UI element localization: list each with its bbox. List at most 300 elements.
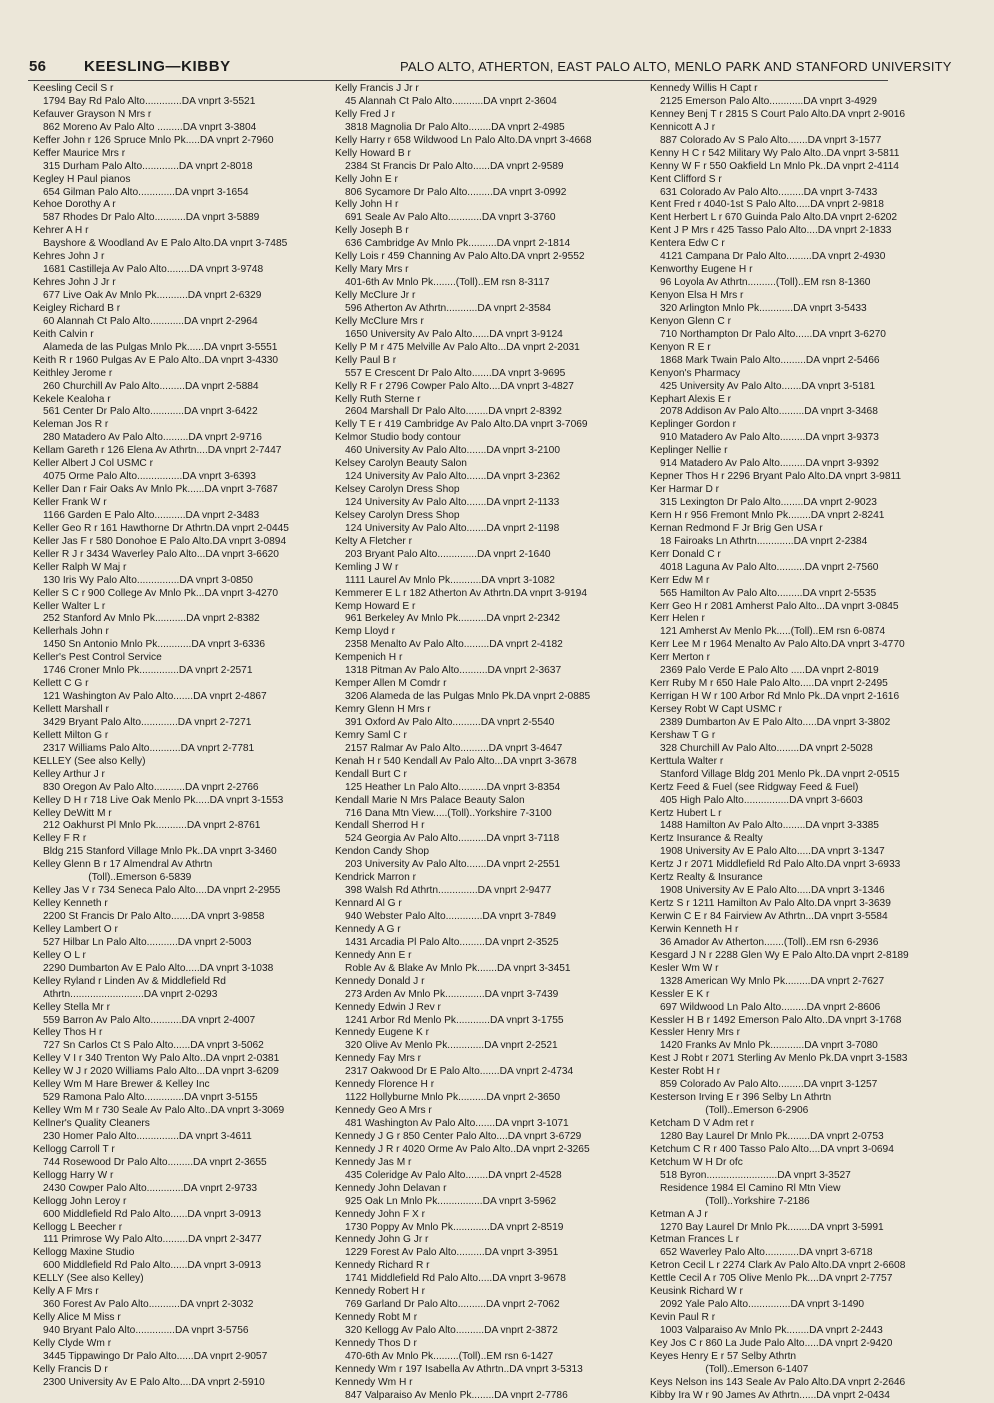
listing-name-line: Keys Nelson ins 143 Seale Av Palo Alto.DA vnprt 2-2646 <box>650 1376 906 1388</box>
listing-detail-line: 320 Arlington Mnlo Pk............DA vnprt 3-5433 <box>660 302 867 314</box>
listing-name-line: Kennedy Robt M r <box>335 1312 418 1324</box>
listing-name-line: Kent Herbert L r 670 Guinda Palo Alto.DA vnprt 2-6202 <box>650 212 898 224</box>
listing-name-line: Kelly Harry r 658 Wildwood Ln Palo Alto.DA vnprt 3-4668 <box>335 134 592 146</box>
listing-detail-line: 124 University Av Palo Alto.......DA vnprt 2-1198 <box>345 522 560 534</box>
listing-name-line: Kennedy J R r 4020 Orme Av Palo Alto..DA vnprt 2-3265 <box>335 1143 590 1155</box>
listing-name-line: Kelley Arthur J r <box>33 768 105 780</box>
listing-name-line: Kehres John J Jr r <box>33 277 116 289</box>
listing-name-line: Kerr Lee M r 1964 Menalto Av Palo Alto.DA vnprt 3-4770 <box>650 639 905 651</box>
listing-detail-line: (Toll)..Yorkshire 7-2186 <box>660 1195 810 1207</box>
listing-detail-line: Roble Av & Blake Av Mnlo Pk.......DA vnprt 3-3451 <box>345 962 571 974</box>
listing-detail-line: 1111 Laurel Av Mnlo Pk...........DA vnprt 3-1082 <box>345 574 555 586</box>
listing-name-line: Kent J P Mrs r 425 Tasso Palo Alto....DA vnprt 2-1833 <box>650 225 892 237</box>
listing-name-line: Keigley Richard B r <box>33 302 121 314</box>
listing-detail-line: 1241 Arbor Rd Menlo Pk............DA vnprt 3-1755 <box>345 1014 564 1026</box>
listing-name-line: Kennedy John Delavan r <box>335 1182 447 1194</box>
listing-detail-line: 2604 Marshall Dr Palo Alto........DA vnprt 2-8392 <box>345 406 562 418</box>
listing-detail-line: 203 Bryant Palo Alto..............DA vnprt 2-1640 <box>345 548 551 560</box>
listing-detail-line: 401-6th Av Mnlo Pk........(Toll)..EM rsn 8-3117 <box>345 277 550 289</box>
listing-detail-line: 518 Byron.........................DA vnprt 3-3527 <box>660 1169 851 1181</box>
listing-detail-line: 398 Walsh Rd Athrtn..............DA vnprt 2-9477 <box>345 885 552 897</box>
listing-name-line: Kest J Robt r 2071 Sterling Av Menlo Pk.DA vnprt 3-1583 <box>650 1053 908 1065</box>
listing-name-line: Kerwin C E r 84 Fairview Av Athrtn...DA vnprt 3-5584 <box>650 911 888 922</box>
listing-name-line: Kester Robt H r <box>650 1066 721 1078</box>
listing-name-line: Kegley H Paul pianos <box>33 173 131 185</box>
listing-name-line: Kenworthy Eugene H r <box>650 264 753 276</box>
listing-detail-line: 2384 St Francis Dr Palo Alto......DA vnprt 2-9589 <box>345 160 564 172</box>
listing-name-line: Kennard Al G r <box>335 898 402 910</box>
listing-name-line: Key Jos C r 860 La Jude Palo Alto.....DA vnprt 2-9420 <box>650 1337 893 1349</box>
listing-name-line: Kelly Clyde Wm r <box>33 1337 112 1349</box>
listing-name-line: Kessler E K r <box>650 988 710 1000</box>
listing-detail-line: 2078 Addison Av Palo Alto.........DA vnprt 3-3468 <box>660 406 878 418</box>
listing-name-line: Keller's Pest Control Service <box>33 652 162 664</box>
listing-detail-line: 806 Sycamore Dr Palo Alto.........DA vnprt 3-0992 <box>345 186 567 198</box>
listing-name-line: Kettle Cecil A r 705 Olive Menlo Pk....DA vnprt 2-7757 <box>650 1273 893 1285</box>
listing-detail-line: 203 University Av Palo Alto.......DA vnprt 2-2551 <box>345 859 560 871</box>
listing-detail-line: 654 Gilman Palo Alto.............DA vnprt 3-1654 <box>43 186 249 198</box>
listing-detail-line: 914 Matadero Av Palo Alto.........DA vnprt 3-9392 <box>660 458 879 470</box>
listing-name-line: Kersey Robt W Capt USMC r <box>650 704 782 715</box>
listing-name-line: Kekele Kealoha r <box>33 393 111 405</box>
listing-detail-line: 2290 Dumbarton Av E Palo Alto.....DA vnprt 3-1038 <box>43 962 274 974</box>
listing-name-line: Kelley D H r 718 Live Oak Menlo Pk.....DA vnprt 3-1553 <box>33 794 284 806</box>
listing-name-line: Kesgard J N r 2288 Glen Wy E Palo Alto.DA vnprt 2-8189 <box>650 949 909 961</box>
listing-detail-line: 677 Live Oak Av Mnlo Pk...........DA vnprt 2-6329 <box>43 290 262 301</box>
directory-column-3 <box>650 83 950 1403</box>
listing-name-line: Kendrick Marron r <box>335 872 416 884</box>
listing-name-line: Kertz S r 1211 Hamilton Av Palo Alto.DA vnprt 3-3639 <box>650 898 891 910</box>
listing-detail-line: 4075 Orme Palo Alto................DA vnprt 3-6393 <box>43 471 256 483</box>
listing-name-line: Kenyon Elsa H Mrs r <box>650 290 744 301</box>
listing-detail-line: 460 University Av Palo Alto.......DA vnprt 3-2100 <box>345 445 560 457</box>
listing-name-line: Kelty A Fletcher r <box>335 535 413 547</box>
listing-name-line: Ketron Cecil L r 2274 Clark Av Palo Alto.DA vnprt 2-6608 <box>650 1260 906 1272</box>
listing-name-line: Kerr Edw M r <box>650 574 710 586</box>
directory-column-1 <box>33 83 318 1390</box>
listing-name-line: Kennedy John G Jr r <box>335 1234 429 1246</box>
listing-detail-line: 559 Barron Av Palo Alto...........DA vnprt 2-4007 <box>43 1014 256 1026</box>
listing-detail-line: 2157 Ralmar Av Palo Alto..........DA vnprt 3-4647 <box>345 742 563 754</box>
listing-name-line: Kevin Paul R r <box>650 1312 716 1324</box>
listing-name-line: Kessler H B r 1492 Emerson Palo Alto..DA vnprt 3-1768 <box>650 1014 902 1026</box>
listing-detail-line: 481 Washington Av Palo Alto.......DA vnprt 3-1071 <box>345 1118 569 1129</box>
listing-name-line: Kerwin Kenneth H r <box>650 923 739 935</box>
listing-detail-line: 925 Oak Ln Mnlo Pk................DA vnprt 3-5962 <box>345 1195 557 1207</box>
listing-name-line: Kenyon's Pharmacy <box>650 367 741 379</box>
listing-detail-line: 1166 Garden E Palo Alto...........DA vnprt 2-3483 <box>43 509 260 521</box>
listing-name-line: Kefauver Grayson N Mrs r <box>33 108 152 120</box>
listing-detail-line: 1280 Bay Laurel Dr Mnlo Pk........DA vnprt 2-0753 <box>660 1130 884 1142</box>
listing-name-line: Ketchum C R r 400 Tasso Palo Alto....DA vnprt 3-0694 <box>650 1143 894 1155</box>
listing-detail-line: 1908 University Av E Palo Alto.....DA vnprt 3-1347 <box>660 846 885 858</box>
listing-detail-line: 2430 Cowper Palo Alto.............DA vnprt 2-9733 <box>43 1182 258 1194</box>
listing-detail-line: 125 Heather Ln Palo Alto..........DA vnprt 3-8354 <box>345 781 561 793</box>
listing-detail-line: 121 Amherst Av Menlo Pk.....(Toll)..EM rsn 6-0874 <box>660 626 886 638</box>
listing-name-line: Kessler Henry Mrs r <box>650 1027 741 1039</box>
listing-name-line: Kennedy Richard R r <box>335 1260 430 1272</box>
listing-name-line: Kehoe Dorothy A r <box>33 199 116 211</box>
listing-name-line: Kershaw T G r <box>650 729 716 741</box>
listing-detail-line: 3818 Magnolia Dr Palo Alto........DA vnprt 2-4985 <box>345 121 565 133</box>
listing-detail-line: 631 Colorado Av Palo Alto.........DA vnprt 3-7433 <box>660 186 878 198</box>
locale-title: PALO ALTO, ATHERTON, EAST PALO ALTO, MENLO PARK AND STANFORD UNIVERSITY <box>400 59 952 74</box>
listing-name-line: Kelly A F Mrs r <box>33 1286 99 1298</box>
listing-detail-line: 961 Berkeley Av Mnlo Pk..........DA vnprt 2-2342 <box>345 613 560 625</box>
listing-name-line: Kelley V I r 340 Trenton Wy Palo Alto..DA vnprt 2-0381 <box>33 1053 280 1065</box>
listing-name-line: Ketman Frances L r <box>650 1234 740 1246</box>
listing-name-line: Kelley Glenn B r 17 Almendral Av Athrtn <box>33 859 213 871</box>
listing-detail-line: 18 Fairoaks Ln Athrtn.............DA vnprt 2-2384 <box>660 535 868 547</box>
listing-name-line: Kelly Paul B r <box>335 354 397 366</box>
listing-name-line: Kibby Ira W r 90 James Av Athrtn......DA vnprt 2-0434 <box>650 1389 890 1401</box>
listing-name-line: Keller Frank W r <box>33 497 107 508</box>
listing-detail-line: 252 Stanford Av Mnlo Pk...........DA vnprt 2-8382 <box>43 613 260 625</box>
listing-name-line: Kelly Mary Mrs r <box>335 264 409 276</box>
listing-detail-line: 2358 Menalto Av Palo Alto.........DA vnprt 2-4182 <box>345 639 563 651</box>
listing-name-line: Ker Harmar D r <box>650 484 720 496</box>
listing-name-line: Keller Jas F r 580 Donohoe E Palo Alto.DA vnprt 3-0894 <box>33 535 287 547</box>
listing-name-line: Kennedy Ann E r <box>335 949 412 961</box>
listing-name-line: Kelly Francis J Jr r <box>335 83 419 94</box>
listing-name-line: Kelly McClure Jr r <box>335 290 416 301</box>
listing-name-line: Keyes Henry E r 57 Selby Athrtn <box>650 1350 797 1362</box>
listing-name-line: Keller Geo R r 161 Hawthorne Dr Athrtn.DA vnprt 2-0445 <box>33 522 289 534</box>
listing-detail-line: (Toll)..Emerson 6-1407 <box>660 1363 809 1375</box>
listing-name-line: Kennedy John F X r <box>335 1208 426 1220</box>
directory-column-2 <box>335 83 620 1403</box>
listing-name-line: Kelly John H r <box>335 199 399 211</box>
listing-name-line: Keith Calvin r <box>33 328 94 340</box>
name-range-title: KEESLING—KIBBY <box>84 58 231 75</box>
listing-detail-line: 847 Valparaiso Av Menlo Pk........DA vnprt 2-7786 <box>345 1389 568 1401</box>
listing-name-line: Kernan Redmond F Jr Brig Gen USA r <box>650 522 823 534</box>
listing-detail-line: 527 Hilbar Ln Palo Alto...........DA vnprt 2-5003 <box>43 936 252 948</box>
listing-name-line: Kellett Milton G r <box>33 729 109 741</box>
listing-detail-line: 260 Churchill Av Palo Alto.........DA vnprt 2-5884 <box>43 380 259 392</box>
listing-detail-line: 716 Dana Mtn View.....(Toll)..Yorkshire 7-3100 <box>345 807 552 819</box>
listing-name-line: Kerttula Walter r <box>650 755 724 767</box>
listing-name-line: Keffer John r 126 Spruce Mnlo Pk.....DA vnprt 2-7960 <box>33 134 274 146</box>
listing-name-line: Kemmerer E L r 182 Atherton Av Athrtn.DA vnprt 3-9194 <box>335 587 587 599</box>
listing-name-line: Kelley Wm M Hare Brewer & Kelley Inc <box>33 1079 210 1091</box>
listing-detail-line: 1431 Arcadia Pl Palo Alto.........DA vnprt 2-3525 <box>345 936 559 948</box>
listing-detail-line: Athrtn..........................DA vnprt 2-0293 <box>43 988 218 1000</box>
listing-name-line: Kerr Geo H r 2081 Amherst Palo Alto...DA vnprt 3-0845 <box>650 600 899 612</box>
listing-detail-line: Bldg 215 Stanford Village Mnlo Pk..DA vnprt 3-3460 <box>43 846 277 858</box>
listing-name-line: Keleman Jos R r <box>33 419 109 431</box>
listing-name-line: Keller Dan r Fair Oaks Av Mnlo Pk......DA vnprt 3-7687 <box>33 484 278 496</box>
page-number: 56 <box>29 58 47 75</box>
header-rule <box>28 80 888 81</box>
listing-name-line: Kelley W J r 2020 Williams Palo Alto...DA vnprt 3-6209 <box>33 1066 279 1078</box>
listing-name-line: Keith R r 1960 Pulgas Av E Palo Alto..DA vnprt 3-4330 <box>33 354 279 366</box>
listing-detail-line: 4121 Campana Dr Palo Alto.........DA vnprt 2-4930 <box>660 251 886 263</box>
listing-name-line: Kerr Ruby M r 650 Hale Palo Alto.....DA vnprt 2-2495 <box>650 678 888 690</box>
listing-detail-line: 1741 Middlefield Rd Palo Alto.....DA vnprt 3-9678 <box>345 1273 566 1285</box>
listing-name-line: Kennedy Wm H r <box>335 1376 413 1388</box>
listing-name-line: Kesterson Irving E r 396 Selby Ln Athrtn <box>650 1092 832 1104</box>
listing-name-line: Kerrigan H W r 100 Arbor Rd Mnlo Pk..DA vnprt 2-1616 <box>650 691 900 703</box>
listing-name-line: Kellett Marshall r <box>33 704 109 715</box>
listing-name-line: Kellett C G r <box>33 678 89 690</box>
listing-name-line: Kennedy Eugene K r <box>335 1027 430 1039</box>
listing-name-line: Kern H r 956 Fremont Mnlo Pk........DA vnprt 2-8241 <box>650 509 885 521</box>
listing-name-line: Kenyon Glenn C r <box>650 315 731 327</box>
listing-name-line: Kennedy Wm r 197 Isabella Av Athrtn..DA vnprt 3-5313 <box>335 1363 583 1375</box>
listing-name-line: Kepner Thos H r 2296 Bryant Palo Alto.DA vnprt 3-9811 <box>650 471 902 483</box>
listing-detail-line: 596 Atherton Av Athrtn...........DA vnprt 2-3584 <box>345 302 551 314</box>
listing-name-line: Kellam Gareth r 126 Elena Av Athrtn....DA vnprt 2-7447 <box>33 445 282 457</box>
listing-name-line: KELLEY (See also Kelly) <box>33 755 146 767</box>
listing-detail-line: 1450 Sn Antonio Mnlo Pk............DA vnprt 3-6336 <box>43 639 265 651</box>
listing-name-line: Kemry Saml C r <box>335 729 407 741</box>
listing-name-line: Keusink Richard W r <box>650 1286 743 1298</box>
listing-detail-line: 710 Northampton Dr Palo Alto......DA vnprt 3-6270 <box>660 328 886 340</box>
listing-name-line: Kenah H r 540 Kendall Av Palo Alto...DA vnprt 3-3678 <box>335 755 577 767</box>
listing-detail-line: 470-6th Av Mnlo Pk.........(Toll)..EM rsn 6-1427 <box>345 1350 554 1362</box>
listing-detail-line: 2300 University Av E Palo Alto....DA vnprt 2-5910 <box>43 1376 265 1388</box>
listing-name-line: Kelly P M r 475 Melville Av Palo Alto...DA vnprt 2-2031 <box>335 341 580 353</box>
listing-detail-line: 3206 Alameda de las Pulgas Mnlo Pk.DA vnprt 2-0885 <box>345 691 591 703</box>
listing-detail-line: 1681 Castilleja Av Palo Alto........DA vnprt 3-9748 <box>43 264 264 276</box>
listing-detail-line: 1229 Forest Av Palo Alto..........DA vnprt 3-3951 <box>345 1247 559 1259</box>
listing-detail-line: 121 Washington Av Palo Alto.......DA vnprt 2-4867 <box>43 691 267 703</box>
listing-detail-line: 1122 Hollyburne Mnlo Pk..........DA vnprt 2-3650 <box>345 1092 560 1104</box>
listing-detail-line: 652 Waverley Palo Alto............DA vnprt 3-6718 <box>660 1247 873 1259</box>
listing-detail-line: 230 Homer Palo Alto...............DA vnprt 3-4611 <box>43 1130 252 1142</box>
listing-name-line: Kelly Alice M Miss r <box>33 1312 121 1324</box>
listing-name-line: Kennedy Fay Mrs r <box>335 1053 422 1065</box>
listing-name-line: Keller S C r 900 College Av Mnlo Pk...DA vnprt 3-4270 <box>33 587 279 599</box>
listing-name-line: Kennedy Edwin J Rev r <box>335 1001 441 1013</box>
listing-detail-line: Residence 1984 El Camino Rl Mtn View <box>660 1182 841 1194</box>
listing-name-line: Kent Fred r 4040-1st S Palo Alto.....DA vnprt 2-9818 <box>650 199 884 211</box>
listing-detail-line: 124 University Av Palo Alto.......DA vnprt 2-1133 <box>345 497 560 508</box>
listing-name-line: Kelley Stella Mr r <box>33 1001 110 1013</box>
listing-detail-line: 360 Forest Av Palo Alto...........DA vnprt 2-3032 <box>43 1299 254 1311</box>
listing-detail-line: 727 Sn Carlos Ct S Palo Alto......DA vnprt 3-5062 <box>43 1040 264 1052</box>
listing-name-line: Kertz Realty & Insurance <box>650 872 763 884</box>
listing-detail-line: Bayshore & Woodland Av E Palo Alto.DA vnprt 3-7485 <box>43 238 288 250</box>
listing-detail-line: 1318 Pitman Av Palo Alto..........DA vnprt 2-3637 <box>345 665 562 677</box>
listing-name-line: Kenyon R E r <box>650 341 711 353</box>
listing-name-line: Kelly T E r 419 Cambridge Av Palo Alto.DA vnprt 3-7069 <box>335 419 588 431</box>
listing-name-line: Kelmor Studio body contour <box>335 432 461 444</box>
listing-detail-line: 391 Oxford Av Palo Alto..........DA vnprt 2-5540 <box>345 716 555 728</box>
listing-detail-line: 600 Middlefield Rd Palo Alto......DA vnprt 3-0913 <box>43 1208 262 1220</box>
listing-name-line: Kelley Kenneth r <box>33 898 108 910</box>
listing-name-line: Kelley O L r <box>33 949 86 961</box>
listing-name-line: Kellner's Quality Cleaners <box>33 1118 150 1129</box>
listing-detail-line: 744 Rosewood Dr Palo Alto.........DA vnprt 2-3655 <box>43 1156 267 1168</box>
listing-detail-line: 2092 Yale Palo Alto...............DA vnprt 3-1490 <box>660 1299 865 1311</box>
listing-detail-line: 561 Center Dr Palo Alto............DA vnprt 3-6422 <box>43 406 258 418</box>
listing-name-line: Kelly Lois r 459 Channing Av Palo Alto.DA vnprt 2-9552 <box>335 251 585 263</box>
listing-name-line: Kertz J r 2071 Middlefield Rd Palo Alto.DA vnprt 3-6933 <box>650 859 901 871</box>
listing-name-line: Keller Ralph W Maj r <box>33 561 127 573</box>
listing-detail-line: 111 Primrose Wy Palo Alto.........DA vnprt 2-3477 <box>43 1234 262 1246</box>
listing-detail-line: 45 Alannah Ct Palo Alto...........DA vnprt 2-3604 <box>345 95 557 107</box>
listing-detail-line: 2125 Emerson Palo Alto............DA vnprt 3-4929 <box>660 95 877 107</box>
listing-detail-line: 2200 St Francis Dr Palo Alto.......DA vnprt 3-9858 <box>43 911 265 922</box>
listing-name-line: Kertz Feed & Fuel (see Ridgway Feed & Fuel) <box>650 781 859 793</box>
listing-name-line: Kempenich H r <box>335 652 403 664</box>
listing-name-line: Keller Walter L r <box>33 600 106 612</box>
listing-detail-line: 2317 Williams Palo Alto...........DA vnprt 2-7781 <box>43 742 255 754</box>
listing-name-line: Keller Albert J Col USMC r <box>33 458 154 470</box>
listing-name-line: Kelley Jas V r 734 Seneca Palo Alto....DA vnprt 2-2955 <box>33 885 281 897</box>
listing-detail-line: 1420 Franks Av Mnlo Pk............DA vnprt 3-7080 <box>660 1040 878 1052</box>
listing-name-line: Kelley DeWitt M r <box>33 807 112 819</box>
listing-detail-line: 887 Colorado Av S Palo Alto.......DA vnprt 3-1577 <box>660 134 882 146</box>
listing-name-line: Kerr Helen r <box>650 613 705 625</box>
listing-detail-line: 3429 Bryant Palo Alto.............DA vnprt 2-7271 <box>43 716 252 728</box>
listing-name-line: Kephart Alexis E r <box>650 393 731 405</box>
listing-name-line: Kendall Burt C r <box>335 768 407 780</box>
listing-detail-line: (Toll)..Emerson 6-5839 <box>43 872 192 884</box>
listing-detail-line: 587 Rhodes Dr Palo Alto...........DA vnprt 3-5889 <box>43 212 260 224</box>
listing-detail-line: 910 Matadero Av Palo Alto.........DA vnprt 3-9373 <box>660 432 879 444</box>
listing-name-line: Keplinger Nellie r <box>650 445 728 457</box>
listing-name-line: Kelly Ruth Sterne r <box>335 393 421 405</box>
listing-detail-line: 691 Seale Av Palo Alto............DA vnprt 3-3760 <box>345 212 556 224</box>
listing-name-line: Kennedy Florence H r <box>335 1079 435 1091</box>
listing-detail-line: 940 Webster Palo Alto.............DA vnprt 3-7849 <box>345 911 557 922</box>
listing-name-line: Ketcham D V Adm ret r <box>650 1118 755 1129</box>
listing-name-line: Kelsey Carolyn Beauty Salon <box>335 458 467 470</box>
listing-name-line: Kelly McClure Mrs r <box>335 315 424 327</box>
listing-name-line: Kertz Insurance & Realty <box>650 833 763 845</box>
listing-name-line: Kennedy Willis H Capt r <box>650 83 758 94</box>
listing-name-line: Kelley Wm M r 730 Seale Av Palo Alto..DA vnprt 3-3069 <box>33 1105 285 1117</box>
listing-name-line: Kelly Howard B r <box>335 147 411 159</box>
listing-name-line: Kemp Lloyd r <box>335 626 396 638</box>
page-header <box>0 58 994 78</box>
listing-detail-line: 1794 Bay Rd Palo Alto.............DA vnprt 3-5521 <box>43 95 256 107</box>
listing-detail-line: 130 Iris Wy Palo Alto...............DA vnprt 3-0850 <box>43 574 253 586</box>
listing-name-line: Kennedy Donald J r <box>335 975 425 987</box>
listing-name-line: Keplinger Gordon r <box>650 419 737 431</box>
listing-detail-line: 529 Ramona Palo Alto..............DA vnprt 3-5155 <box>43 1092 258 1104</box>
listing-detail-line: 1868 Mark Twain Palo Alto.........DA vnprt 2-5466 <box>660 354 880 366</box>
listing-name-line: Kelly Joseph B r <box>335 225 409 237</box>
listing-detail-line: 96 Loyola Av Athrtn..........(Toll)..EM rsn 8-1360 <box>660 277 871 289</box>
listing-name-line: Kellerhals John r <box>33 626 109 638</box>
listing-detail-line: 2317 Oakwood Dr E Palo Alto.......DA vnprt 2-4734 <box>345 1066 574 1078</box>
listing-detail-line: 405 High Palo Alto................DA vnprt 3-6603 <box>660 794 863 806</box>
listing-name-line: Kendon Candy Shop <box>335 846 430 858</box>
listing-detail-line: (Toll)..Emerson 6-2906 <box>660 1105 809 1117</box>
listing-detail-line: 320 Olive Av Menlo Pk.............DA vnprt 2-2521 <box>345 1040 558 1052</box>
listing-name-line: Kendall Sherrod H r <box>335 820 425 832</box>
listing-name-line: Kellogg Carroll T r <box>33 1143 115 1155</box>
listing-name-line: Kennedy Robert H r <box>335 1286 426 1298</box>
listing-name-line: Kemper Allen M Comdr r <box>335 678 447 690</box>
listing-detail-line: 940 Bryant Palo Alto..............DA vnprt 3-5756 <box>43 1325 249 1336</box>
listing-detail-line: 565 Hamilton Av Palo Alto.........DA vnprt 2-5535 <box>660 587 877 599</box>
listing-name-line: Kenney Benj T r 2815 S Court Palo Alto.DA vnprt 2-9016 <box>650 108 906 120</box>
listing-name-line: Keithley Jerome r <box>33 367 113 379</box>
listing-name-line: Kemp Howard E r <box>335 600 416 612</box>
listing-name-line: Kenny H C r 542 Military Wy Palo Alto..DA vnprt 3-5811 <box>650 147 900 159</box>
listing-detail-line: 315 Durham Palo Alto.............DA vnprt 2-8018 <box>43 160 253 172</box>
listing-name-line: Kenny W F r 550 Oakfield Ln Mnlo Pk..DA vnprt 2-4114 <box>650 160 899 172</box>
listing-name-line: Kelly John E r <box>335 173 398 185</box>
listing-name-line: Kelsey Carolyn Dress Shop <box>335 509 460 521</box>
listing-name-line: Kelly Fred J r <box>335 108 396 120</box>
listing-name-line: Kellogg John Leroy r <box>33 1195 127 1207</box>
listing-detail-line: 524 Georgia Av Palo Alto..........DA vnprt 3-7118 <box>345 833 560 845</box>
listing-name-line: Kelley F R r <box>33 833 87 845</box>
listing-name-line: Kemling J W r <box>335 561 399 573</box>
listing-detail-line: 273 Arden Av Mnlo Pk..............DA vnprt 3-7439 <box>345 988 559 1000</box>
listing-name-line: Kerr Merton r <box>650 652 711 664</box>
listing-name-line: Kesler Wm W r <box>650 962 719 974</box>
listing-name-line: Kerr Donald C r <box>650 548 721 560</box>
listing-detail-line: 600 Middlefield Rd Palo Alto......DA vnprt 3-0913 <box>43 1260 262 1272</box>
listing-name-line: KELLY (See also Kelley) <box>33 1273 144 1285</box>
listing-name-line: Kellogg Maxine Studio <box>33 1247 135 1259</box>
listing-detail-line: 1488 Hamilton Av Palo Alto........DA vnprt 3-3385 <box>660 820 879 832</box>
listing-detail-line: Alameda de las Pulgas Mnlo Pk......DA vnprt 3-5551 <box>43 341 278 353</box>
listing-name-line: Ketman A J r <box>650 1208 708 1220</box>
listing-detail-line: 862 Moreno Av Palo Alto .........DA vnprt 3-3804 <box>43 121 257 133</box>
listing-detail-line: Stanford Village Bldg 201 Menlo Pk..DA vnprt 2-0515 <box>660 768 900 780</box>
listing-name-line: Kent Clifford S r <box>650 173 722 185</box>
listing-detail-line: 697 Wildwood Ln Palo Alto.........DA vnprt 2-8606 <box>660 1001 881 1013</box>
listing-detail-line: 36 Amador Av Atherton.......(Toll)..EM rsn 6-2936 <box>660 936 879 948</box>
listing-detail-line: 1270 Bay Laurel Dr Mnlo Pk........DA vnprt 3-5991 <box>660 1221 884 1233</box>
listing-detail-line: 557 E Crescent Dr Palo Alto.......DA vnprt 3-9695 <box>345 367 566 379</box>
listing-detail-line: 769 Garland Dr Palo Alto..........DA vnprt 2-7062 <box>345 1299 560 1311</box>
listing-name-line: Kennedy A G r <box>335 923 401 935</box>
listing-detail-line: 2369 Palo Verde E Palo Alto .....DA vnprt 2-8019 <box>660 665 879 677</box>
listing-name-line: Kehres John J r <box>33 251 105 263</box>
listing-name-line: Kelly R F r 2796 Cowper Palo Alto....DA vnprt 3-4827 <box>335 380 574 392</box>
listing-detail-line: 1908 University Av E Palo Alto.....DA vnprt 3-1346 <box>660 885 885 897</box>
listing-detail-line: 60 Alannah Ct Palo Alto............DA vnprt 2-2964 <box>43 315 258 327</box>
listing-name-line: Kellogg L Beecher r <box>33 1221 123 1233</box>
listing-name-line: Keller R J r 3434 Waverley Palo Alto...DA vnprt 3-6620 <box>33 548 279 560</box>
listing-detail-line: 859 Colorado Av Palo Alto.........DA vnprt 3-1257 <box>660 1079 878 1091</box>
listing-name-line: Keesling Cecil S r <box>33 83 114 94</box>
listing-name-line: Kellogg Harry W r <box>33 1169 114 1181</box>
listing-name-line: Kemry Glenn H Mrs r <box>335 704 431 715</box>
listing-name-line: Kentera Edw C r <box>650 238 725 250</box>
listing-name-line: Ketchum W H Dr ofc <box>650 1156 743 1168</box>
listing-detail-line: 435 Coleridge Av Palo Alto........DA vnprt 2-4528 <box>345 1169 562 1181</box>
listing-name-line: Kelley Ryland r Linden Av & Middlefield Rd <box>33 975 226 987</box>
listing-name-line: Kertz Hubert L r <box>650 807 722 819</box>
listing-name-line: Kelley Lambert O r <box>33 923 118 935</box>
listing-name-line: Kendall Marie N Mrs Palace Beauty Salon <box>335 794 525 806</box>
listing-name-line: Kennedy Geo A Mrs r <box>335 1105 432 1117</box>
listing-name-line: Keffer Maurice Mrs r <box>33 147 126 159</box>
listing-detail-line: 320 Kellogg Av Palo Alto..........DA vnprt 2-3872 <box>345 1325 558 1336</box>
listing-name-line: Kennicott A J r <box>650 121 716 133</box>
listing-name-line: Kennedy J G r 850 Center Palo Alto....DA vnprt 3-6729 <box>335 1130 582 1142</box>
listing-detail-line: 425 University Av Palo Alto.......DA vnprt 3-5181 <box>660 380 875 392</box>
listing-name-line: Kelley Thos H r <box>33 1027 103 1039</box>
listing-detail-line: 1746 Croner Mnlo Pk..............DA vnprt 2-2571 <box>43 665 253 677</box>
listing-detail-line: 212 Oakhurst Pl Mnlo Pk...........DA vnprt 2-8761 <box>43 820 261 832</box>
listing-name-line: Kennedy Thos D r <box>335 1337 417 1349</box>
listing-detail-line: 280 Matadero Av Palo Alto.........DA vnprt 2-9716 <box>43 432 262 444</box>
listing-detail-line: 124 University Av Palo Alto.......DA vnprt 3-2362 <box>345 471 560 483</box>
listing-detail-line: 1730 Poppy Av Mnlo Pk.............DA vnprt 2-8519 <box>345 1221 564 1233</box>
listing-name-line: Kehrer A H r <box>33 225 89 237</box>
